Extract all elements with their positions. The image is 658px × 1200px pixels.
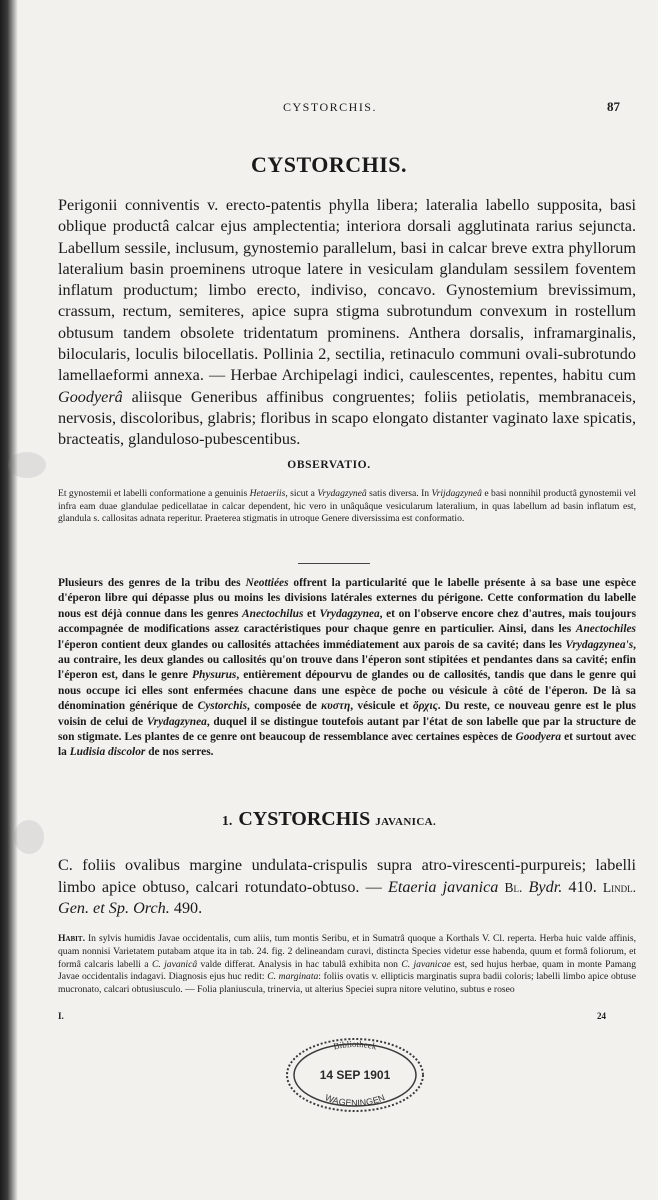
running-head: CYSTORCHIS.	[283, 100, 377, 114]
species-diagnosis	[58, 855, 636, 920]
description-text: Perigonii conniventis v. erecto-patentis phylla libera; lateralia labello supposita, basi oblique productâ calcar ejus amplectentia; interiora dorsali agglutinata rarius sejuncta. Labellum sessile, inclusum, gynostemio parallelum, basi in calcar breve extra phyllorum lateralium basin proeminens utroque latere in vesiculam glandulam sessilem foventem inflatum productum; limbo erecto, indiviso, concavo. Gynostemium brevissimum, crassum, rectum, semiteres, apice supra stigma subrotundum convexum in rostellum obtusum tandem obsolete tridentatum prominens. Anthera dorsalis, inframarginalis, bilocularis, loculis bilocellatis. Pollinia 2, sectilia, retinaculo communi ovali-subrotundo lamellaeformi annexa. — Herbae Archipelagi indici, caulescentes, repentes, habitu cum	[58, 196, 636, 385]
fr-fragment: , vésicule et	[350, 700, 413, 713]
author-abbrev: Lindl.	[602, 879, 636, 895]
french-commentary	[58, 576, 636, 761]
fr-italic: Neottiées	[245, 577, 289, 589]
habit-fragment: est, sed hujus herbae, quam in monte Pamang Javae occidentalis indagavi. Diagnosis ejus huc redit:	[58, 958, 637, 983]
habitat-note	[58, 933, 636, 997]
svg-text:Bibliotheek	[332, 1039, 378, 1052]
fr-fragment: , au contraire, les deux glandes ou callosités qu'on trouve dans l'éperon sont stipitées et pendantes dans sa cavité; enfin l'éperon est, dans le genre	[58, 638, 636, 682]
author-abbrev: Bl.	[504, 879, 523, 895]
page-header	[40, 100, 620, 120]
habit-fragment: valde differat. Analysis in hac tabulâ exhibita non	[197, 958, 402, 970]
fr-fragment: offrent la particularité que le labelle présente à sa base une espèce d'éperon libre qui dépasse plus ou moins les divisions latérales externes du périgone. Cette conformation du labelle nous est déjà connue dans les genres	[58, 577, 636, 620]
separator-rule	[298, 563, 370, 564]
stamp-top-text: Bibliotheek	[332, 1038, 378, 1052]
species-heading	[0, 808, 658, 831]
obs-fragment: e basi nonnihil productâ gynostemii vel infra eam duae glandulae pedicellatae in calcar dependent, hic vero in unâquâque vesicularum lateralium, in quas labellum ad basin inflatum est, glandula s. callositas adnata reperitur. Praeterea stigmatis in utroque Genere diversissima est conformatio.	[58, 488, 637, 525]
habit-lead: Habit.	[58, 933, 85, 944]
fr-italic: Vrydagzynea	[319, 607, 380, 620]
page-gutter-shadow	[0, 0, 18, 1200]
reference-page: 410.	[568, 877, 597, 896]
genus-name-italic: Goodyerâ	[58, 387, 123, 406]
fr-fragment: et	[303, 607, 320, 620]
reference-page: 490.	[173, 899, 203, 918]
fr-italic: Anectochiles	[575, 623, 636, 636]
species-number: 1.	[221, 814, 233, 829]
species-epithet: JAVANICA.	[375, 816, 437, 828]
fr-italic: Vrydagzynea's	[565, 638, 634, 651]
fr-fragment: , entièrement dépourvu de glandes ou de callosités, tandis que dans le genre qui nous occupe ici elles sont enfermées chacune dans une espèce de poche ou vésicule à côté de l'éperon. De là sa dénomination générique de	[58, 669, 636, 713]
habit-italic: C. marginata	[267, 971, 319, 983]
observatio-heading: OBSERVATIO.	[287, 459, 371, 471]
signature-row	[58, 1011, 636, 1025]
obs-fragment: Et gynostemii et labelli conformatione a genuinis	[58, 488, 250, 499]
obs-italic: Vrijdagzyneâ	[431, 488, 482, 499]
library-stamp	[284, 1036, 426, 1114]
fr-fragment: Plusieurs des genres de la tribu des	[58, 577, 246, 589]
fr-italic: Goodyera	[515, 731, 562, 744]
fr-fragment: , et on l'observe encore chez d'autres, mais toujours accompagnée de modifications assez caractéristiques pour chaque genre en particulier. Ainsi, dans les	[58, 607, 636, 636]
reference-title: Gen. et Sp. Orch.	[58, 899, 170, 918]
fr-italic: ὄρχις	[412, 700, 438, 713]
diagnosis-text: C. foliis ovalibus margine undulata-crispulis supra atro-virescenti-purpureis; labelli limbo apice obtuso, calcari rotundato-obtuso. —	[58, 856, 636, 896]
page-number: 87	[607, 99, 620, 114]
synonym: Etaeria javanica	[387, 877, 499, 896]
observatio-text	[58, 488, 636, 526]
stamp-bottom-text: WAGENINGEN	[323, 1092, 387, 1109]
obs-italic: Hetaeriis	[249, 488, 286, 499]
obs-fragment: satis diversa. In	[366, 488, 432, 499]
genus-title: CYSTORCHIS.	[250, 152, 408, 177]
fr-italic: κυστη	[321, 700, 351, 713]
stamp-date: 14 SEP 1901	[319, 1068, 391, 1082]
fr-italic: Ludisia discolor	[69, 746, 146, 759]
description-text: aliisque Generibus affinibus congruentes; foliis petiolatis, membranaceis, nervosis, discoloribus, glabris; floribus in scapo elongato distanter vaginato laxe spicatis, bracteatis, glanduloso-pubescentibus.	[58, 387, 636, 449]
species-genus: CYSTORCHIS	[238, 808, 371, 830]
fr-fragment: l'éperon contient deux glandes ou callosités attachées immédiatement aux parois de sa cavité; dans les	[58, 638, 566, 651]
fr-italic: Anectochilus	[242, 607, 304, 620]
obs-italic: Vrydagzyneâ	[317, 488, 367, 499]
fr-italic: Physurus	[192, 669, 237, 682]
fr-fragment: de nos serres.	[145, 746, 214, 759]
reference-title: Bydr.	[528, 877, 563, 896]
habit-italic: C. javanicâ	[151, 958, 198, 970]
fr-fragment: . Du reste, ce nouveau genre est le plus voisin de celui de	[58, 700, 636, 728]
habit-fragment: : foliis ovatis v. ellipticis marginatis supra badii coloris; labelli limbo apice obtuse mucronato, calcari obtusiusculo. — Folia planiuscula, trinervia, ut alterius Speciei supra nitore velutino, subtus e roseo	[58, 971, 636, 996]
fr-italic: Vrydagzynea	[146, 715, 207, 728]
svg-text:WAGENINGEN	[324, 1092, 387, 1108]
fr-fragment: , duquel il se distingue toutefois autant par l'état de son labelle que par la structure de son stigmate. Les plantes de ce genre ont beaucoup de ressemblance avec certaines espèces de	[58, 715, 636, 744]
fr-fragment: et surtout avec la	[58, 731, 636, 759]
habit-italic: C. javanicae	[401, 958, 451, 970]
signature-gathering: 24	[597, 1011, 606, 1021]
fr-italic: Cystorchis	[197, 700, 248, 713]
fr-fragment: , composée de	[247, 700, 322, 713]
signature-volume: I.	[58, 1011, 64, 1021]
genus-description	[58, 195, 636, 451]
habit-fragment: In sylvis humidis Javae occidentalis, cum aliis, tum montis Seribu, et in Sumatrâ quoque a Korthals V. Cl. reperta. Herba huic valde affinis, quam nonnisi Varietatem putabam atque ita in tab. 24. fig. 2 delineandam curavi, distincta Species videtur esse habenda, quum et formâ foliorum, et formâ calcaris labelli a	[58, 933, 636, 970]
obs-fragment: , sicut a	[285, 488, 318, 499]
